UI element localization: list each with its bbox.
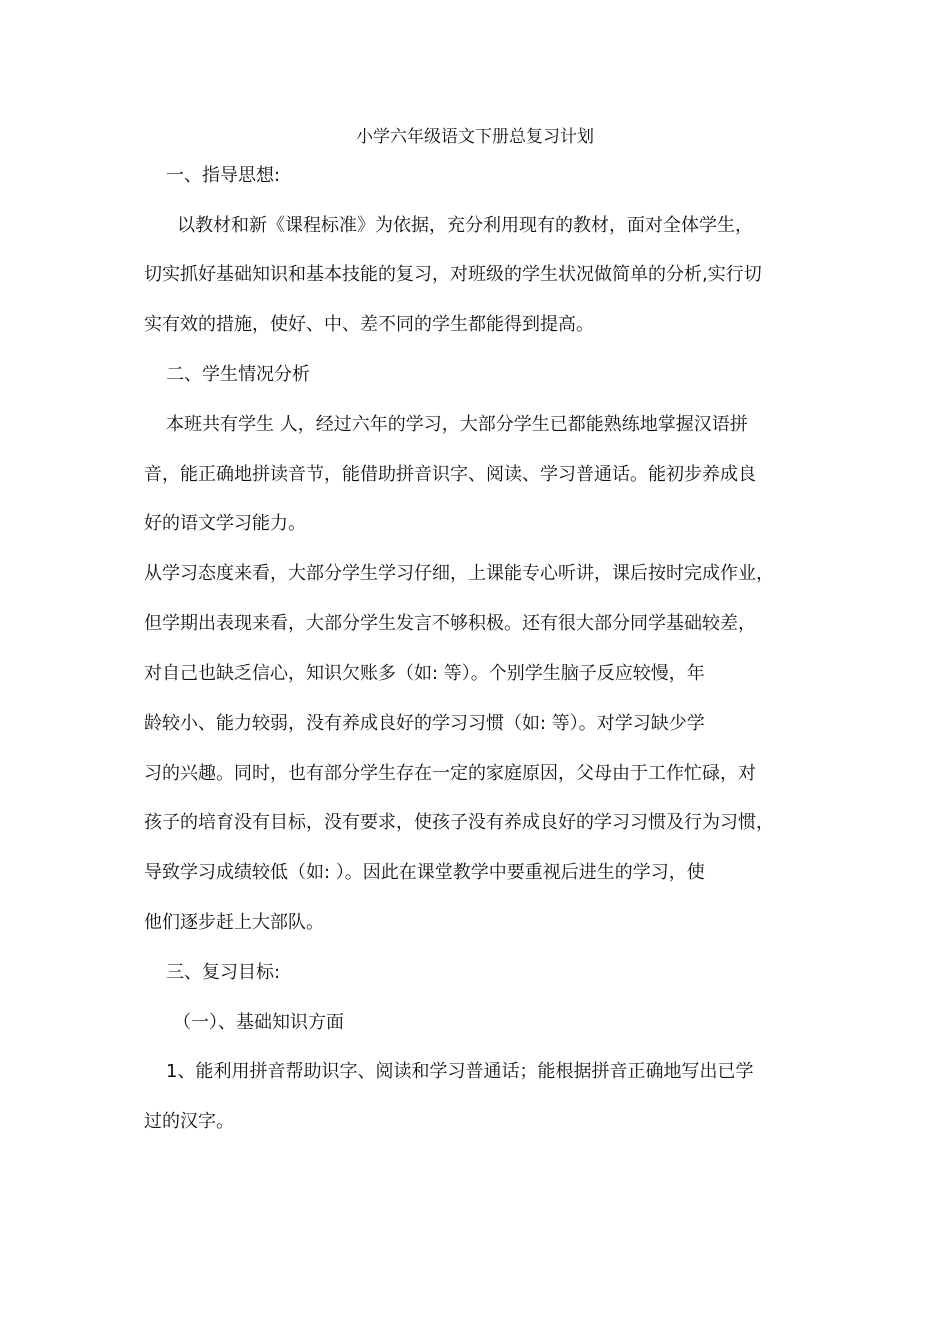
section-heading-3: 三、复习目标: — [166, 962, 281, 983]
paragraph-line: 过的汉字。 — [144, 1111, 234, 1132]
paragraph-line: 孩子的培育没有目标，没有要求，使孩子没有养成良好的学习习惯及行为习惯， — [144, 812, 774, 833]
paragraph-line: 实有效的措施，使好、中、差不同的学生都能得到提高。 — [144, 314, 594, 335]
paragraph-line: 龄较小、能力较弱，没有养成良好的学习习惯（如: 等）。对学习缺少学 — [144, 713, 705, 734]
paragraph-line: 他们逐步赶上大部队。 — [144, 912, 324, 933]
paragraph-line: 从学习态度来看，大部分学生学习仔细，上课能专心听讲，课后按时完成作业， — [144, 563, 774, 584]
paragraph-line: 切实抓好基础知识和基本技能的复习，对班级的学生状况做简单的分析,实行切 — [144, 264, 762, 285]
document-title: 小学六年级语文下册总复习计划 — [356, 127, 594, 147]
paragraph-line: 以教材和新《课程标准》为依据，充分利用现有的教材，面对全体学生， — [177, 215, 753, 236]
paragraph-line: 音，能正确地拼读音节，能借助拼音识字、阅读、学习普通话。能初步养成良 — [144, 464, 756, 485]
section-heading-1: 一、指导思想: — [166, 165, 281, 186]
paragraph-line: 但学期出表现来看，大部分学生发言不够积极。还有很大部分同学基础较差， — [144, 613, 756, 634]
paragraph-line: 习的兴趣。同时，也有部分学生存在一定的家庭原因，父母由于工作忙碌，对 — [144, 763, 756, 784]
paragraph-line: 好的语文学习能力。 — [144, 513, 306, 534]
paragraph-line: 导致学习成绩较低（如: ）。因此在课堂教学中要重视后进生的学习，使 — [144, 862, 705, 883]
section-heading-2: 二、学生情况分析 — [166, 364, 310, 385]
paragraph-line: 本班共有学生 人，经过六年的学习，大部分学生已都能熟练地掌握汉语拼 — [166, 414, 748, 435]
paragraph-line: 1、能利用拼音帮助识字、阅读和学习普通话；能根据拼音正确地写出已学 — [166, 1061, 754, 1082]
subsection-heading: （一）、基础知识方面 — [173, 1012, 344, 1033]
paragraph-line: 对自己也缺乏信心，知识欠账多（如: 等）。个别学生脑子反应较慢，年 — [144, 663, 705, 684]
